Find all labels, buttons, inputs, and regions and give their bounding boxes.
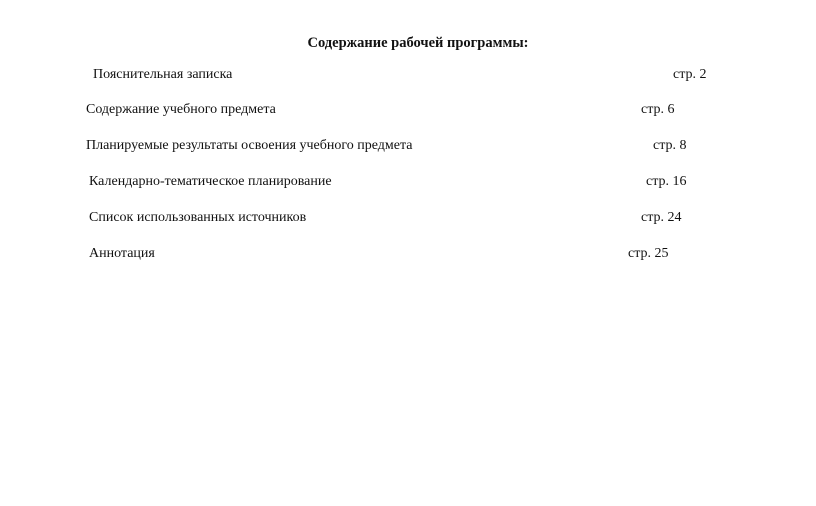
toc-item-page: стр. 6 xyxy=(641,102,675,117)
toc-item-label: Планируемые результаты освоения учебного предмета xyxy=(86,138,413,153)
toc-item-label: Список использованных источников xyxy=(89,210,307,225)
toc-item-page: стр. 2 xyxy=(673,67,707,82)
toc-item-label: Содержание учебного предмета xyxy=(86,102,276,117)
page-title: Содержание рабочей программы: xyxy=(307,35,529,51)
toc-item-label: Аннотация xyxy=(89,246,155,261)
toc-item-page: стр. 8 xyxy=(653,138,687,153)
toc-item-label: Календарно-тематическое планирование xyxy=(89,174,332,189)
toc-item-page: стр. 24 xyxy=(641,210,682,225)
toc-item-label: Пояснительная записка xyxy=(93,67,233,82)
toc-item-page: стр. 16 xyxy=(646,174,687,189)
toc-item-page: стр. 25 xyxy=(628,246,669,261)
